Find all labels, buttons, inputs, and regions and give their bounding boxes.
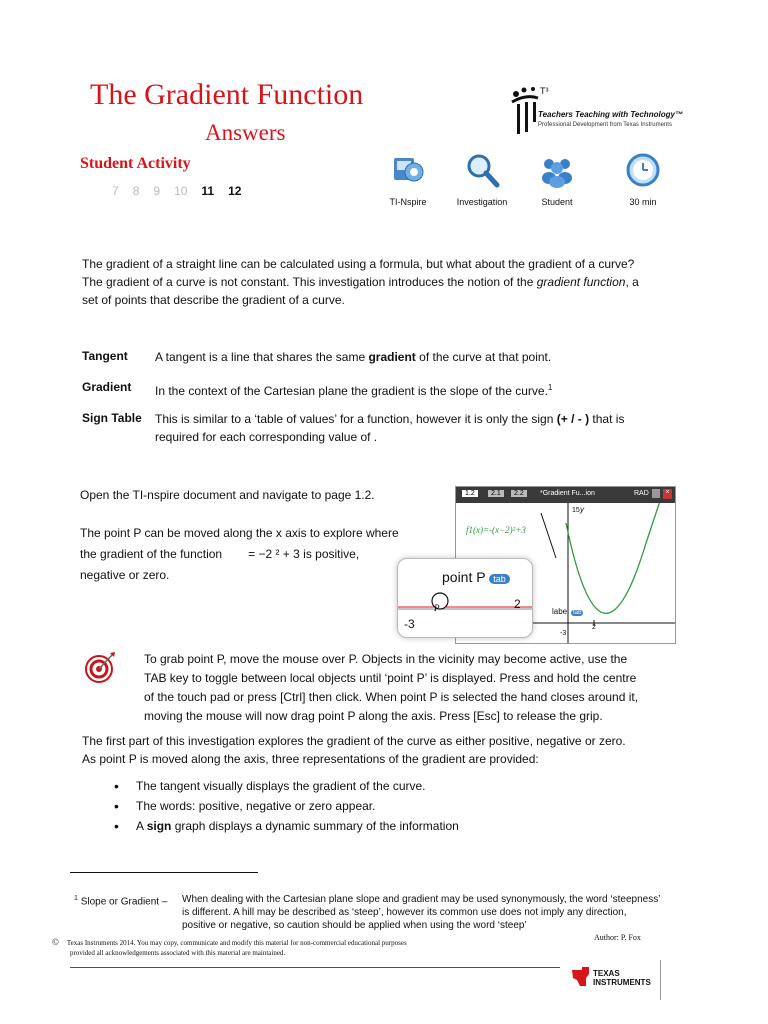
investigation-badge	[442, 152, 522, 207]
representation-list	[112, 776, 672, 836]
footer-separator	[660, 960, 661, 1000]
y-axis-top: 15	[572, 507, 580, 514]
tip-paragraph: To grab point P, move the mouse over P. Objects in the vicinity may become active, use the TAB key to toggle between local objects until ‘point P’ is displayed. Press and hold the centre of the touch pad or press [Ctrl] then click. When point P is selected the hand closes around it, moving the mouse will now drag point P along the axis. Press [Esc] to release the grip.	[144, 652, 639, 723]
year-9: 9	[153, 184, 161, 198]
def-term-sign-table: Sign Table	[82, 411, 142, 425]
point-p-paragraph: The point P can be moved along the x axis to explore where the gradient of the function = −2 ² + 3 is positive, negative or zero.	[80, 526, 399, 582]
year-8: 8	[132, 184, 140, 198]
year-11: 11	[201, 184, 215, 198]
point-p-label: point P tab	[442, 569, 510, 585]
year-7: 7	[112, 184, 119, 198]
battery-icon	[652, 489, 660, 498]
footnote-ref: 1	[547, 383, 553, 392]
tab-1-2[interactable]: 1.2	[462, 490, 478, 497]
label-pointer	[541, 513, 556, 558]
tab-2-2[interactable]: 2.2	[511, 490, 527, 497]
ti-wordmark: TEXAS INSTRUMENTS	[593, 969, 651, 987]
list-item: • A sign graph displays a dynamic summary of the information	[112, 816, 672, 836]
svg-text:P: P	[434, 603, 440, 613]
time-badge	[603, 152, 683, 207]
function-equation: = −2 ² + 3	[248, 547, 300, 561]
document-subtitle: Answers	[205, 120, 286, 145]
zoom-tick-neg3: -3	[404, 617, 415, 631]
open-instruction: Open the TI-nspire document and navigate to page 1.2.	[80, 488, 375, 502]
year-10: 10	[174, 184, 188, 198]
angle-mode: RAD	[634, 490, 649, 497]
def-text-tangent: A tangent is a line that shares the same gradient of the curve at that point.	[155, 350, 552, 364]
document-title: The Gradient Function	[90, 78, 364, 111]
intro-line-3: set of points that describe the gradient of a curve.	[82, 293, 345, 307]
document-name: *Gradient Fu...ion	[540, 490, 595, 497]
t3-mark: T³	[540, 86, 549, 96]
year-levels	[112, 184, 241, 198]
clock-icon	[625, 152, 661, 188]
footnote-term: $^1$ Slope or Gradient –	[74, 895, 168, 908]
list-item: • The words: positive, negative or zero appear.	[112, 796, 672, 816]
point-p-callout	[397, 558, 533, 638]
ti-nspire-badge	[368, 152, 448, 207]
intro-line-2: The gradient of a curve is not constant. This investigation introduces the notion of the gradient function, a	[82, 275, 639, 289]
zoom-tick-2: 2	[514, 597, 521, 611]
x-tick-2: 2	[592, 624, 596, 631]
student-badge	[517, 152, 597, 207]
label-text: label tab	[552, 607, 582, 616]
point-p-callout-graph	[398, 559, 532, 637]
def-text-gradient: In the context of the Cartesian plane the gradient is the slope of the curve.$^1$	[155, 383, 553, 398]
time-label: 30 min	[629, 197, 657, 207]
ti-nspire-label: TI-Nspire	[389, 197, 427, 207]
investigation-label: Investigation	[456, 197, 508, 207]
list-item: • The tangent visually displays the gradient of the curve.	[112, 776, 672, 796]
footnote-divider	[70, 872, 258, 873]
ti-nspire-icon	[390, 152, 426, 188]
copyright-symbol: ©	[52, 937, 59, 947]
intro-paragraph	[82, 255, 697, 309]
student-label: Student	[541, 197, 573, 207]
gradient-function-term: gradient function	[536, 275, 626, 289]
tab-2-1[interactable]: 2.1	[488, 490, 504, 497]
calculator-tab-bar	[456, 487, 675, 503]
def-text-sign-table: This is similar to a ‘table of values’ for a function, however it is only the sign (+ / - ) that is required for each corresponding value of .	[155, 412, 625, 444]
t3-name: Teachers Teaching with Technology™	[538, 110, 683, 119]
copyright-notice: © Texas Instruments 2014. You may copy, communicate and modify this material for non-commercial educational purposes provided all acknowledgements associated with this material are maintained.	[52, 937, 407, 957]
y-tick-neg3: -3	[560, 630, 567, 637]
function-label: f1(x)=-(x−2)²+3	[466, 525, 526, 535]
ti-logo-icon	[570, 966, 592, 988]
author-credit: Author: P. Fox	[594, 933, 641, 942]
intro-line-1: The gradient of a straight line can be calculated using a formula, but what about the gradient of a curve?	[82, 257, 635, 271]
def-term-gradient: Gradient	[82, 380, 132, 394]
function-curve	[566, 503, 661, 613]
first-part-paragraph: The first part of this investigation explores the gradient of the curve as either positive, negative or zero. As point P is moved along the axis, three representations of the gradient are provided:	[82, 734, 626, 766]
footnote-text: When dealing with the Cartesian plane slope and gradient may be used synonymously, the word ‘steepness’ is different. A hill may be described as ‘steep’, however its common use does not imply any direction, positive or negative, so caution should be applied when using the word ‘steep’	[182, 894, 661, 931]
close-icon[interactable]: ×	[663, 489, 672, 499]
y-axis-label: y	[580, 505, 584, 514]
year-12: 12	[228, 184, 242, 198]
footer-rule	[70, 967, 560, 968]
activity-type: Student Activity	[80, 155, 191, 172]
target-icon	[84, 650, 118, 684]
investigation-icon	[464, 152, 500, 188]
t3-tagline: Professional Development from Texas Instruments	[538, 122, 672, 128]
def-term-tangent: Tangent	[82, 349, 128, 363]
student-icon	[539, 152, 575, 188]
